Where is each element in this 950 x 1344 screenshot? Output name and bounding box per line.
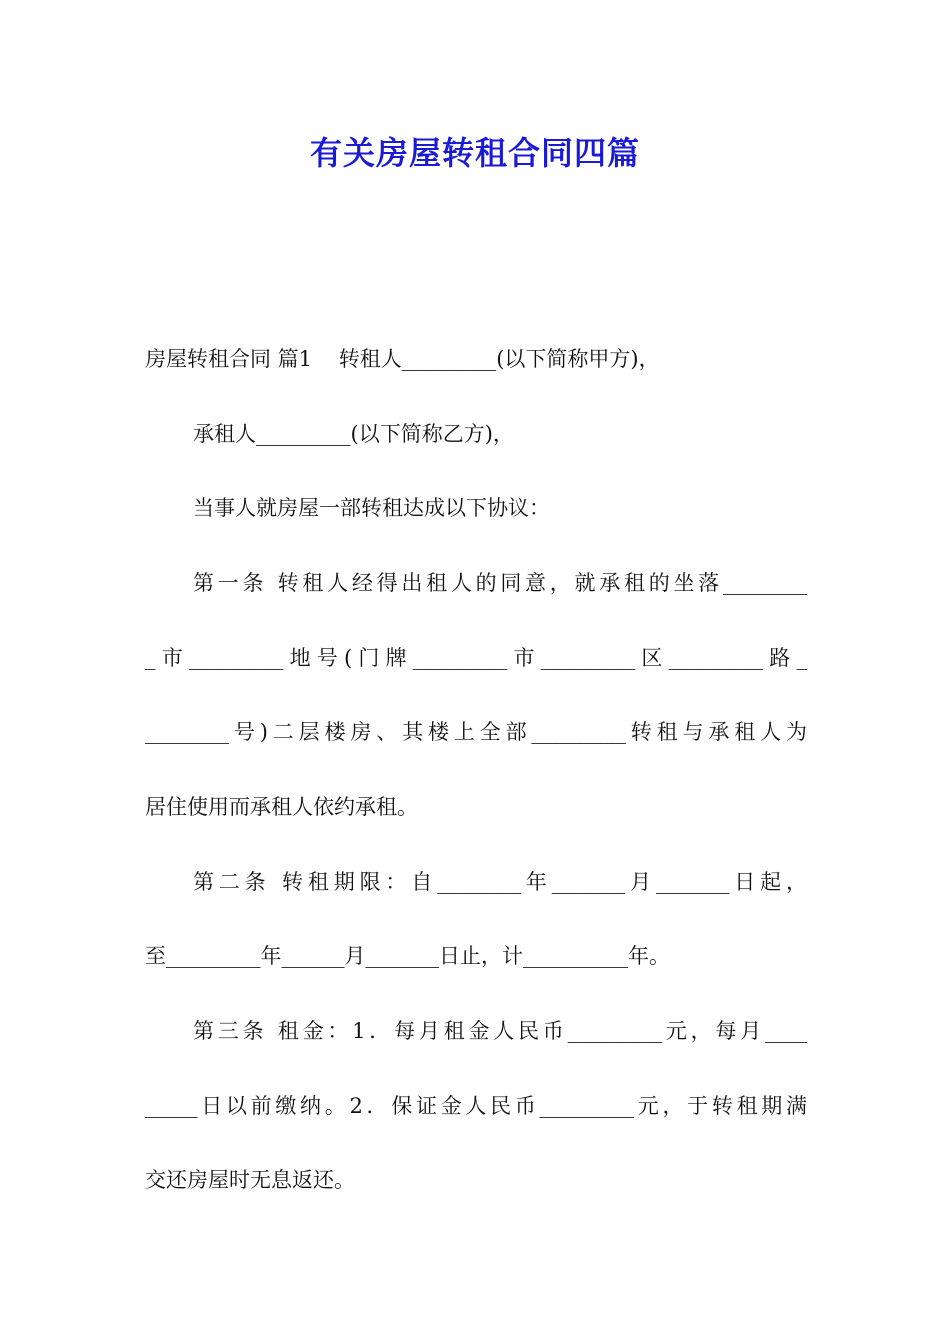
- paragraph-line: 至_________年______月_______日止，计__________年。: [145, 944, 670, 968]
- paragraph-line: 居住使用而承租人依约承租。: [145, 795, 418, 819]
- paragraph-line: 当事人就房屋一部转租达成以下协议：: [193, 496, 550, 520]
- paragraph-line: 交还房屋时无息返还。: [145, 1168, 355, 1192]
- paragraph-line: 第二条 转租期限：自________年_______月_______日起，: [193, 870, 807, 894]
- paragraph-line: ________号)二层楼房、其楼上全部_________转租与承租人为: [145, 720, 807, 744]
- document-title: 有关房屋转租合同四篇: [309, 134, 640, 172]
- paragraph-line: 第一条 转租人经得出租人的同意，就承租的坐落________: [193, 571, 807, 595]
- paragraph-line: 承租人_________(以下简称乙方)，: [193, 422, 514, 446]
- paragraph-line: 第三条 租金：1．每月租金人民币_________元，每月____: [193, 1019, 807, 1043]
- paragraph-line: 房屋转租合同 篇1 转租人_________(以下简称甲方)，: [145, 347, 660, 371]
- paragraph-line: _市_________地号(门牌_________市_________区_________路_: [145, 646, 807, 670]
- paragraph-line: _____日以前缴纳。2．保证金人民币_________元，于转租期满: [145, 1094, 807, 1118]
